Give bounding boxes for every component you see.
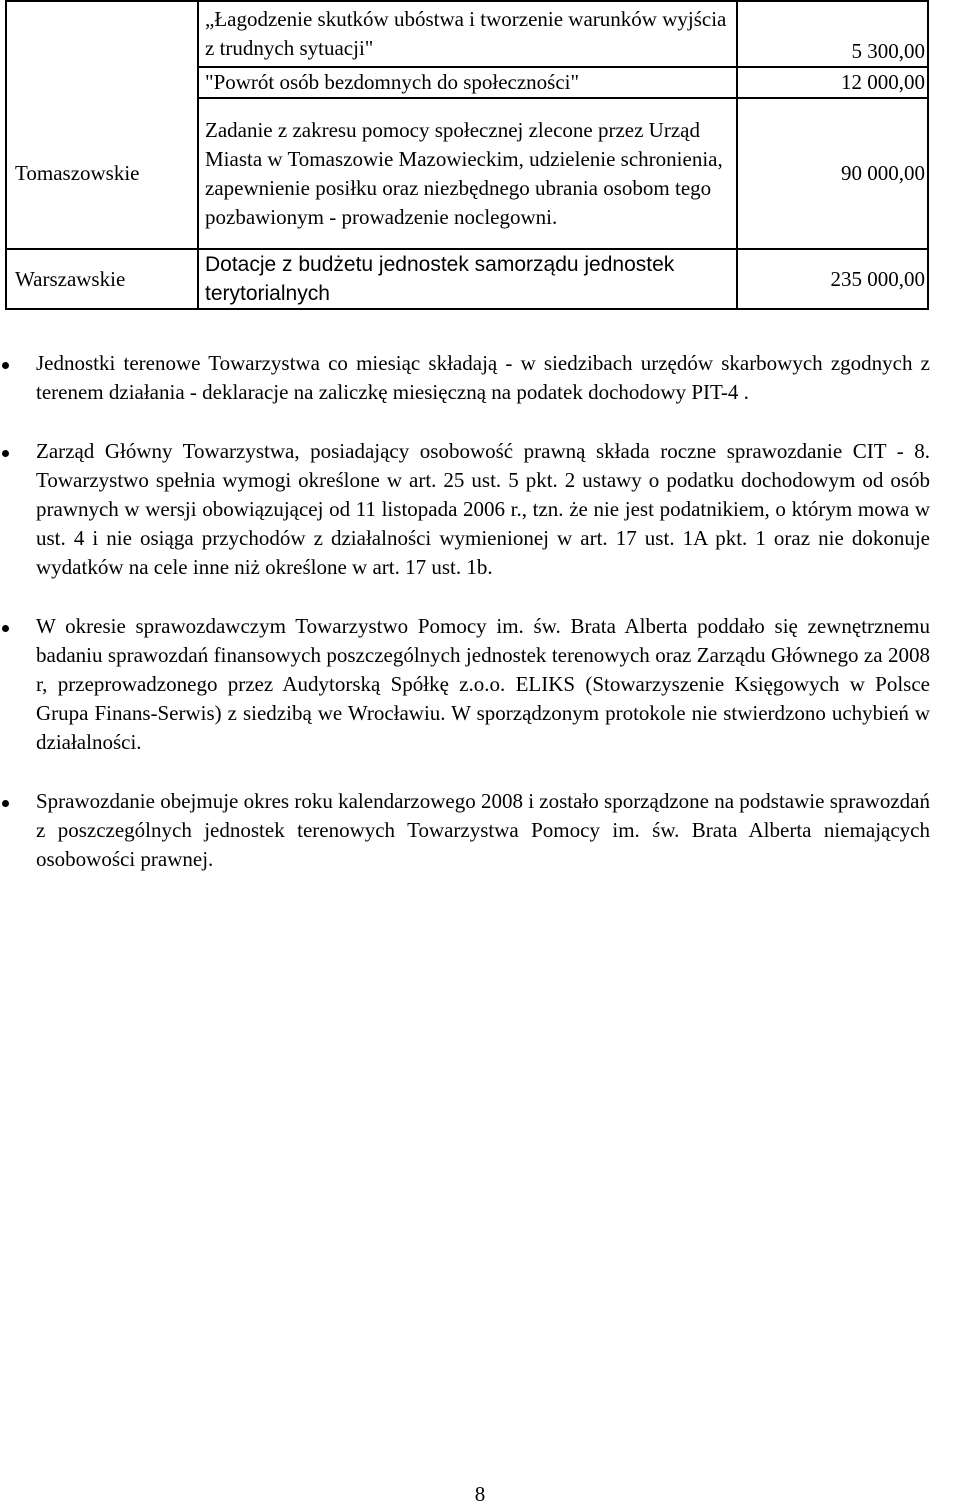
list-item-text: Sprawozdanie obejmuje okres roku kalendarzowego 2008 i zostało sporządzone na podstawie sprawozdań z poszczególnych jednostek terenowych Towarzystwa Pomocy im. św. Brata Alberta niemających osobowości prawnej. bbox=[36, 789, 930, 871]
bullet-icon bbox=[2, 800, 9, 807]
list-item-text: Zarząd Główny Towarzystwa, posiadający osobowość prawną składa roczne sprawozdanie CIT - 8. Towarzystwo spełnia wymogi określone w art. 25 ust. 5 pkt. 2 ustawy o podatku dochodowym od osób prawnych w wersji obowiązującej od 11 listopada 2006 r., tzn. że nie jest podatnikiem, o którym mowa w ust. 4 i nie osiąga przychodów z działalności wymienionej w art. 17 ust. 1A pkt. 1 oraz nie dokonuje wydatków na cele inne niż określone w art. 17 ust. 1b. bbox=[36, 439, 930, 579]
list-item bbox=[0, 437, 930, 582]
amount-cell: 5 300,00 bbox=[737, 1, 928, 67]
list-item-text: W okresie sprawozdawczym Towarzystwo Pomocy im. św. Brata Alberta poddało się zewnętrznemu badaniu sprawozdań finansowych poszczególnych jednostek terenowych oraz Zarządu Głównego za 2008 r, przeprowadzonego przez Audytorską Spółkę z.o.o. ELIKS (Stowarzyszenie Księgowych w Polsce Grupa Finans-Serwis) z siedzibą we Wrocławiu. W sporządzonym protokole nie stwierdzono uchybień w działalności. bbox=[36, 614, 930, 754]
grants-table bbox=[5, 0, 929, 310]
amount-cell: 90 000,00 bbox=[737, 98, 928, 249]
table-row bbox=[6, 249, 928, 309]
amount-cell: 12 000,00 bbox=[737, 67, 928, 98]
list-item bbox=[0, 787, 930, 874]
table-row bbox=[6, 67, 928, 98]
description-cell: "Powrót osób bezdomnych do społeczności" bbox=[198, 67, 737, 98]
description-cell: Zadanie z zakresu pomocy społecznej zlecone przez Urząd Miasta w Tomaszowie Mazowieckim, udzielenie schronienia, zapewnienie posiłku oraz niezbędnego ubrania osobom tego pozbawionym - prowadzenie noclegowni. bbox=[198, 98, 737, 249]
list-item-text: Jednostki terenowe Towarzystwa co miesiąc składają - w siedzibach urzędów skarbowych zgodnych z terenem działania - deklaracje na zaliczkę miesięczną na podatek dochodowy PIT-4 . bbox=[36, 351, 930, 404]
bullet-list bbox=[0, 349, 930, 904]
list-item bbox=[0, 612, 930, 757]
page-number: 8 bbox=[474, 1482, 486, 1506]
description-cell: „Łagodzenie skutków ubóstwa i tworzenie warunków wyjścia z trudnych sytuacji" bbox=[198, 1, 737, 67]
list-item bbox=[0, 349, 930, 407]
region-cell bbox=[6, 67, 198, 98]
region-cell: Warszawskie bbox=[6, 249, 198, 309]
description-cell: Dotacje z budżetu jednostek samorządu jednostek terytorialnych bbox=[198, 249, 737, 309]
region-cell bbox=[6, 1, 198, 67]
table-row bbox=[6, 1, 928, 67]
bullet-icon bbox=[2, 625, 9, 632]
amount-cell: 235 000,00 bbox=[737, 249, 928, 309]
table-row bbox=[6, 98, 928, 249]
region-cell: Tomaszowskie bbox=[6, 98, 198, 249]
bullet-icon bbox=[2, 362, 9, 369]
bullet-icon bbox=[2, 450, 9, 457]
